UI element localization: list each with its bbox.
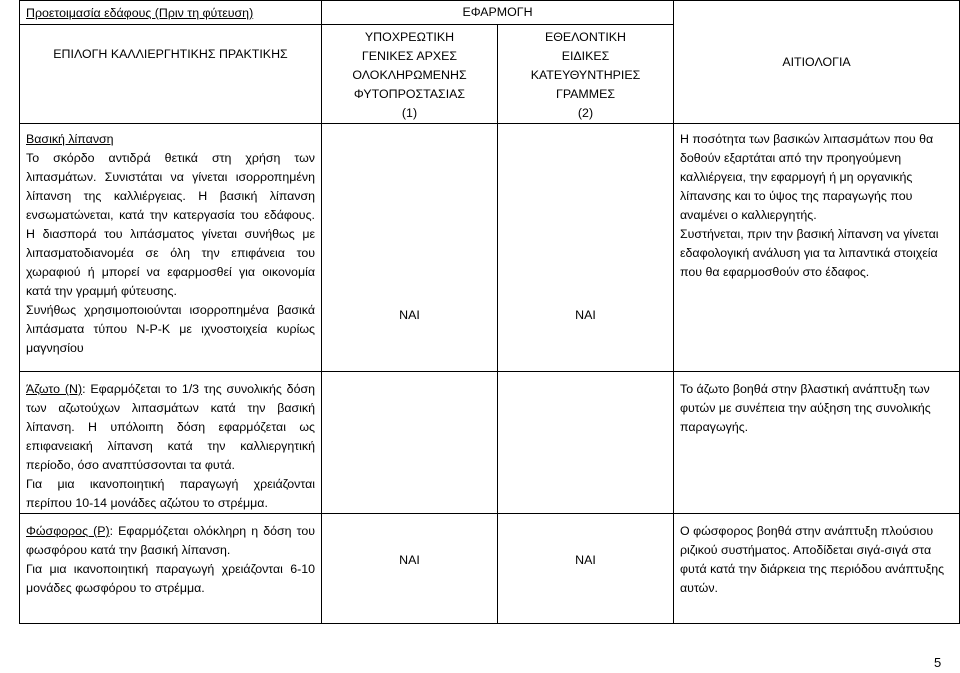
voluntary-value: ΝΑΙ — [575, 553, 596, 567]
reason-text: Ο φώσφορος βοηθά στην ανάπτυξη πλούσιου ριζικού συστήματος. Αποδίδεται σιγά-σιγά στα φυτά κατά την διάρκεια της περιόδου ανάπτυξης αυτών. — [680, 524, 945, 595]
practice-text-secondary: Για μια ικανοποιητική παραγωγή χρειάζονται 6-10 μονάδες φωσφόρου το στρέμμα. — [26, 562, 315, 595]
practice-paragraph — [26, 522, 315, 560]
mandatory-value: ΝΑΙ — [399, 553, 420, 567]
practice-cell — [20, 372, 322, 514]
mandatory-header-line: (1) — [401, 106, 418, 120]
practice-header-label: ΕΠΙΛΟΓΗ ΚΑΛΛΙΕΡΓΗΤΙΚΗΣ ΠΡΑΚΤΙΚΗΣ — [53, 47, 288, 61]
voluntary-header — [498, 25, 674, 124]
voluntary-header-line: (2) — [577, 106, 594, 120]
mandatory-value: ΝΑΙ — [399, 308, 420, 322]
mandatory-header — [322, 25, 498, 124]
practice-cell — [20, 124, 322, 372]
practice-paragraph — [26, 380, 315, 475]
practice-heading: Βασική λίπανση — [26, 132, 114, 146]
header-row-top — [20, 1, 960, 25]
voluntary-header-line: ΓΡΑΜΜΕΣ — [556, 87, 615, 101]
mandatory-header-line: ΥΠΟΧΡΕΩΤΙΚΗ — [364, 30, 455, 44]
mandatory-header-line: ΟΛΟΚΛΗΡΩΜΕΝΗΣ — [352, 68, 467, 82]
section-title-cell — [20, 1, 322, 25]
practices-table — [19, 0, 960, 624]
mandatory-header-line: ΓΕΝΙΚΕΣ ΑΡΧΕΣ — [361, 49, 458, 63]
practice-header — [20, 25, 322, 124]
reason-header — [674, 1, 960, 124]
reason-cell — [674, 124, 960, 372]
voluntary-header-line: ΚΑΤΕΥΘΥΝΤΗΡΙΕΣ — [530, 68, 641, 82]
reason-cell — [674, 372, 960, 514]
practice-cell — [20, 514, 322, 624]
application-label: ΕΦΑΡΜΟΓΗ — [462, 5, 533, 19]
reason-label: ΑΙΤΙΟΛΟΓΙΑ — [782, 54, 851, 69]
voluntary-header-line: ΕΘΕΛΟΝΤΙΚΗ — [545, 30, 626, 44]
table-row — [20, 514, 960, 624]
reason-text: Η ποσότητα των βασικών λιπασμάτων που θα δοθούν εξαρτάται από την προηγούμενη καλλιέργεια, την εφαρμογή ή μη οργανικής λίπανσης και το ύψος της παραγωγής που αναμένει ο καλλιεργητής. — [680, 132, 934, 222]
voluntary-cell — [498, 124, 674, 372]
mandatory-header-line: ΦΥΤΟΠΡΟΣΤΑΣΙΑΣ — [353, 87, 466, 101]
section-title: Προετοιμασία εδάφους (Πριν τη φύτευση) — [26, 6, 254, 20]
mandatory-cell — [322, 372, 498, 514]
voluntary-cell — [498, 372, 674, 514]
table-row — [20, 372, 960, 514]
voluntary-cell — [498, 514, 674, 624]
voluntary-header-line: ΕΙΔΙΚΕΣ — [561, 49, 610, 63]
application-header — [322, 1, 674, 25]
practice-text: : Εφαρμόζεται το 1/3 της συνολικής δόση των αζωτούχων λιπασμάτων κατά την βασική λίπανση. Η υπόλοιπη δόση εφαρμόζεται ως επιφανειακή λίπανση κατά την καλλιεργητική περίοδο, όσο αναπτύσσονται τα φυτά. — [26, 382, 316, 472]
reason-cell — [674, 514, 960, 624]
practice-text-secondary: Συνήθως χρησιμοποιούνται ισορροπημένα βασικά λιπάσματα τύπου N-P-K με ιχνοστοιχεία κυρίως μαγνησίου — [26, 303, 315, 355]
practice-text: : Εφαρμόζεται ολόκληρη η δόση του φωσφόρου κατά την βασική λίπανση. — [26, 524, 315, 557]
mandatory-cell — [322, 124, 498, 372]
reason-text-secondary: Συστήνεται, πριν την βασική λίπανση να γίνεται εδαφολογική ανάλυση για τα λιπαντικά στοιχεία που θα εφαρμοσθούν στο έδαφος. — [680, 227, 939, 279]
practice-heading: Άζωτο (Ν) — [26, 382, 83, 396]
voluntary-value: ΝΑΙ — [575, 308, 596, 322]
reason-text: Το άζωτο βοηθά στην βλαστική ανάπτυξη των φυτών με συνέπεια την αύξηση της συνολικής παραγωγής. — [680, 382, 931, 434]
practice-text-secondary: Για μια ικανοποιητική παραγωγή χρειάζονται περίπου 10-14 μονάδες αζώτου το στρέμμα. — [26, 477, 315, 510]
page-number: 5 — [934, 655, 942, 670]
practice-text: Το σκόρδο αντιδρά θετικά στη χρήση των λιπασμάτων. Συνιστάται να γίνεται ισορροπημένη λίπανση της καλλιέργειας. Η βασική λίπανση ενσωματώνεται, κατά την κατεργασία του εδάφους. Η διασπορά του λιπάσματος γίνεται συνήθως με λιπασματοδιανομέα σε όλη την επιφάνεια του χωραφιού ή μπορεί να εφαρμοσθεί για οικονομία κατά την γραμμή φύτευσης. — [26, 151, 315, 298]
table-row — [20, 124, 960, 372]
practice-heading: Φώσφορος (P) — [26, 524, 110, 538]
mandatory-cell — [322, 514, 498, 624]
